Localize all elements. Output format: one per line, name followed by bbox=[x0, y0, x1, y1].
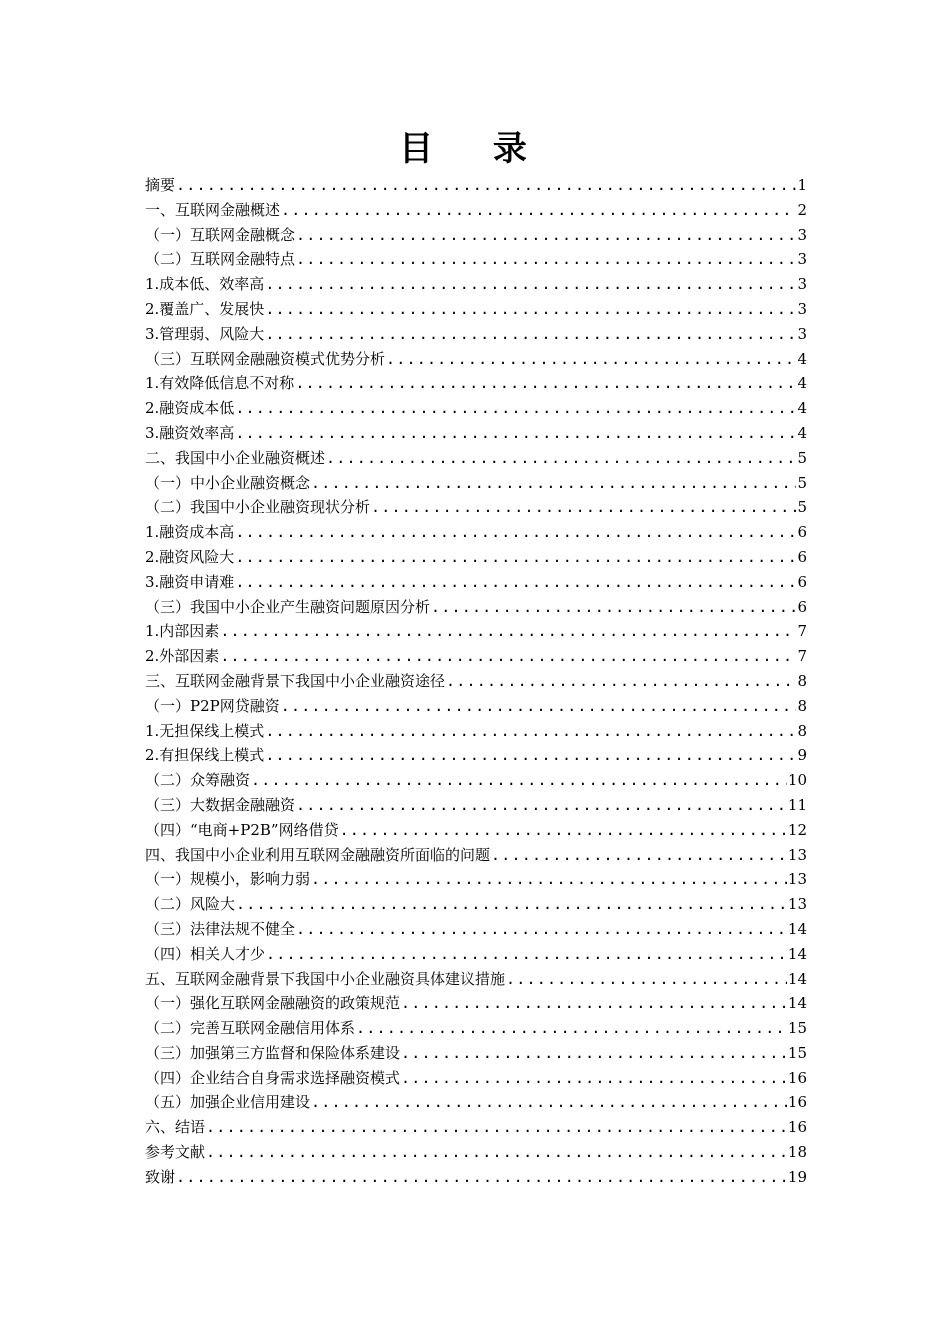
toc-entry-page-number: 6 bbox=[797, 523, 807, 542]
toc-entry-label: 三、互联网金融背景下我国中小企业融资途径 bbox=[145, 671, 446, 690]
toc-entry-page-number: 16 bbox=[787, 1068, 807, 1087]
toc-entry[interactable] bbox=[145, 396, 807, 421]
toc-entry-label: （三）法律法规不健全 bbox=[145, 919, 296, 938]
toc-leader-dots bbox=[446, 669, 796, 694]
toc-leader-dots bbox=[266, 942, 787, 967]
toc-leader-dots bbox=[265, 297, 796, 322]
toc-entry[interactable] bbox=[145, 198, 807, 223]
toc-entry-page-number: 15 bbox=[787, 1019, 807, 1038]
toc-entry[interactable] bbox=[145, 1165, 807, 1190]
toc-leader-dots bbox=[371, 495, 796, 520]
toc-entry-page-number: 1 bbox=[797, 176, 807, 194]
toc-entry-label: （三）我国中小企业产生融资问题原因分析 bbox=[145, 597, 431, 616]
toc-entry-label: （二）风险大 bbox=[145, 895, 236, 914]
toc-leader-dots bbox=[206, 1140, 787, 1165]
table-of-contents bbox=[145, 173, 807, 1190]
toc-entry-label: （四）相关人才少 bbox=[145, 944, 266, 963]
toc-leader-dots bbox=[356, 1016, 787, 1041]
toc-leader-dots bbox=[431, 595, 796, 620]
toc-entry[interactable] bbox=[145, 595, 807, 620]
toc-leader-dots bbox=[296, 917, 787, 942]
toc-entry[interactable] bbox=[145, 446, 807, 471]
toc-leader-dots bbox=[326, 446, 796, 471]
toc-entry-label: 1.融资成本高 bbox=[145, 523, 235, 542]
toc-entry[interactable] bbox=[145, 1140, 807, 1165]
toc-entry-label: （三）加强第三方监督和保险体系建设 bbox=[145, 1043, 401, 1062]
toc-entry-page-number: 2 bbox=[797, 200, 807, 219]
toc-entry-label: （一）互联网金融概念 bbox=[145, 225, 296, 244]
toc-leader-dots bbox=[206, 1115, 787, 1140]
toc-entry[interactable] bbox=[145, 570, 807, 595]
toc-entry[interactable] bbox=[145, 371, 807, 396]
toc-entry-label: （二）互联网金融特点 bbox=[145, 250, 296, 269]
toc-entry-label: 1.成本低、效率高 bbox=[145, 275, 265, 294]
toc-leader-dots bbox=[401, 1066, 787, 1091]
toc-leader-dots bbox=[506, 967, 787, 992]
toc-entry-page-number: 8 bbox=[797, 696, 807, 715]
toc-entry-label: 六、结语 bbox=[145, 1118, 206, 1137]
toc-entry[interactable] bbox=[145, 1066, 807, 1091]
toc-leader-dots bbox=[251, 768, 787, 793]
toc-entry[interactable] bbox=[145, 867, 807, 892]
toc-entry-page-number: 4 bbox=[797, 374, 807, 393]
toc-entry[interactable] bbox=[145, 917, 807, 942]
toc-entry-label: （三）互联网金融融资模式优势分析 bbox=[145, 349, 386, 368]
toc-entry-label: 3.融资申请难 bbox=[145, 572, 235, 591]
toc-entry-label: （五）加强企业信用建设 bbox=[145, 1093, 311, 1112]
toc-entry-page-number: 16 bbox=[787, 1118, 807, 1137]
toc-entry-page-number: 8 bbox=[797, 671, 807, 690]
toc-entry-label: （二）我国中小企业融资现状分析 bbox=[145, 498, 371, 517]
toc-entry-page-number: 4 bbox=[797, 423, 807, 442]
toc-leader-dots bbox=[176, 1165, 787, 1190]
toc-entry[interactable] bbox=[145, 421, 807, 446]
toc-entry-label: （二）完善互联网金融信用体系 bbox=[145, 1019, 356, 1038]
toc-leader-dots bbox=[265, 743, 796, 768]
toc-entry-page-number: 16 bbox=[787, 1093, 807, 1112]
toc-leader-dots bbox=[401, 991, 787, 1016]
toc-entry-label: 3.融资效率高 bbox=[145, 423, 235, 442]
toc-entry[interactable] bbox=[145, 818, 807, 843]
toc-entry-label: （一）中小企业融资概念 bbox=[145, 473, 311, 492]
toc-entry[interactable] bbox=[145, 471, 807, 496]
toc-entry[interactable] bbox=[145, 843, 807, 868]
toc-entry[interactable] bbox=[145, 892, 807, 917]
toc-entry-label: 1.无担保线上模式 bbox=[145, 721, 265, 740]
toc-leader-dots bbox=[401, 1041, 787, 1066]
toc-entry-page-number: 10 bbox=[787, 771, 807, 790]
toc-entry-page-number: 3 bbox=[797, 225, 807, 244]
toc-entry-page-number: 15 bbox=[787, 1043, 807, 1062]
toc-entry-page-number: 3 bbox=[797, 299, 807, 318]
toc-entry[interactable] bbox=[145, 347, 807, 372]
toc-entry-page-number: 14 bbox=[787, 944, 807, 963]
toc-leader-dots bbox=[296, 223, 796, 248]
toc-entry-page-number: 4 bbox=[797, 349, 807, 368]
toc-leader-dots bbox=[235, 570, 796, 595]
toc-entry-page-number: 13 bbox=[787, 870, 807, 889]
toc-entry-label: 2.有担保线上模式 bbox=[145, 746, 265, 765]
toc-leader-dots bbox=[235, 396, 796, 421]
toc-entry-page-number: 7 bbox=[797, 647, 807, 666]
toc-entry[interactable] bbox=[145, 520, 807, 545]
toc-entry[interactable] bbox=[145, 967, 807, 992]
toc-entry-page-number: 4 bbox=[797, 399, 807, 418]
toc-entry-label: 1.有效降低信息不对称 bbox=[145, 374, 295, 393]
toc-leader-dots bbox=[265, 322, 796, 347]
toc-leader-dots bbox=[311, 471, 796, 496]
toc-entry-page-number: 5 bbox=[797, 498, 807, 517]
toc-leader-dots bbox=[236, 892, 787, 917]
toc-entry-label: （一）规模小，影响力弱 bbox=[145, 870, 311, 889]
toc-entry-page-number: 3 bbox=[797, 275, 807, 294]
toc-entry[interactable] bbox=[145, 1115, 807, 1140]
toc-entry-label: 五、互联网金融背景下我国中小企业融资具体建议措施 bbox=[145, 969, 506, 988]
toc-entry[interactable] bbox=[145, 545, 807, 570]
toc-leader-dots bbox=[220, 644, 796, 669]
toc-entry-page-number: 19 bbox=[787, 1167, 807, 1186]
toc-entry[interactable] bbox=[145, 942, 807, 967]
toc-entry-page-number: 7 bbox=[797, 622, 807, 641]
toc-leader-dots bbox=[235, 421, 796, 446]
toc-entry[interactable] bbox=[145, 1016, 807, 1041]
toc-entry-label: （四）企业结合自身需求选择融资模式 bbox=[145, 1068, 401, 1087]
toc-leader-dots bbox=[265, 719, 796, 744]
toc-leader-dots bbox=[281, 198, 796, 223]
toc-entry-label: 四、我国中小企业利用互联网金融融资所面临的问题 bbox=[145, 845, 491, 864]
toc-entry[interactable] bbox=[145, 644, 807, 669]
toc-entry-page-number: 12 bbox=[787, 820, 807, 839]
toc-entry[interactable] bbox=[145, 619, 807, 644]
toc-entry-page-number: 14 bbox=[787, 919, 807, 938]
toc-entry-page-number: 14 bbox=[787, 994, 807, 1013]
toc-leader-dots bbox=[235, 520, 796, 545]
toc-leader-dots bbox=[311, 1090, 787, 1115]
toc-entry-page-number: 6 bbox=[797, 572, 807, 591]
toc-leader-dots bbox=[295, 371, 796, 396]
toc-entry[interactable] bbox=[145, 1041, 807, 1066]
toc-entry-page-number: 3 bbox=[797, 324, 807, 343]
toc-entry-page-number: 3 bbox=[797, 250, 807, 269]
toc-entry-page-number: 11 bbox=[787, 795, 807, 814]
toc-entry[interactable] bbox=[145, 297, 807, 322]
toc-entry-page-number: 6 bbox=[797, 597, 807, 616]
toc-entry[interactable] bbox=[145, 247, 807, 272]
toc-entry-label: 一、互联网金融概述 bbox=[145, 200, 281, 219]
toc-entry[interactable] bbox=[145, 743, 807, 768]
toc-entry[interactable] bbox=[145, 768, 807, 793]
toc-entry[interactable] bbox=[145, 223, 807, 248]
toc-entry[interactable] bbox=[145, 173, 807, 198]
toc-entry-page-number: 8 bbox=[797, 721, 807, 740]
toc-entry-label: 2.融资风险大 bbox=[145, 547, 235, 566]
toc-entry-label: 摘要 bbox=[145, 176, 176, 194]
toc-entry-label: （二）众筹融资 bbox=[145, 771, 251, 790]
toc-entry-page-number: 18 bbox=[787, 1143, 807, 1162]
toc-entry[interactable] bbox=[145, 694, 807, 719]
toc-entry[interactable] bbox=[145, 1090, 807, 1115]
toc-entry-label: （一）P2P网贷融资 bbox=[145, 696, 280, 715]
toc-entry[interactable] bbox=[145, 669, 807, 694]
toc-entry-label: 2.外部因素 bbox=[145, 647, 220, 666]
toc-entry-label: （一）强化互联网金融融资的政策规范 bbox=[145, 994, 401, 1013]
toc-leader-dots bbox=[311, 867, 787, 892]
toc-entry-label: （三）大数据金融融资 bbox=[145, 795, 296, 814]
toc-entry[interactable] bbox=[145, 495, 807, 520]
toc-entry[interactable] bbox=[145, 719, 807, 744]
toc-entry[interactable] bbox=[145, 793, 807, 818]
toc-leader-dots bbox=[340, 818, 787, 843]
toc-entry[interactable] bbox=[145, 991, 807, 1016]
toc-leader-dots bbox=[386, 347, 796, 372]
toc-entry-page-number: 6 bbox=[797, 547, 807, 566]
toc-entry-page-number: 14 bbox=[787, 969, 807, 988]
toc-leader-dots bbox=[235, 545, 796, 570]
toc-entry-page-number: 13 bbox=[787, 895, 807, 914]
toc-leader-dots bbox=[265, 272, 796, 297]
toc-entry-label: 参考文献 bbox=[145, 1143, 206, 1162]
toc-entry-label: 2.覆盖广、发展快 bbox=[145, 299, 265, 318]
toc-entry[interactable] bbox=[145, 272, 807, 297]
toc-leader-dots bbox=[491, 843, 787, 868]
toc-entry-page-number: 5 bbox=[797, 448, 807, 467]
toc-entry[interactable] bbox=[145, 322, 807, 347]
toc-entry-label: 致谢 bbox=[145, 1167, 176, 1186]
toc-leader-dots bbox=[296, 247, 796, 272]
toc-entry-page-number: 13 bbox=[787, 845, 807, 864]
toc-leader-dots bbox=[220, 619, 796, 644]
toc-entry-label: 二、我国中小企业融资概述 bbox=[145, 448, 326, 467]
toc-entry-label: 2.融资成本低 bbox=[145, 399, 235, 418]
toc-entry-label: 3.管理弱、风险大 bbox=[145, 324, 265, 343]
toc-entry-page-number: 5 bbox=[797, 473, 807, 492]
toc-entry-label: 1.内部因素 bbox=[145, 622, 220, 641]
page-title: 目 录 bbox=[399, 129, 551, 169]
toc-leader-dots bbox=[176, 173, 796, 198]
toc-entry-label: （四）“电商+P2B”网络借贷 bbox=[145, 820, 339, 839]
toc-leader-dots bbox=[296, 793, 787, 818]
toc-leader-dots bbox=[281, 694, 797, 719]
toc-entry-page-number: 9 bbox=[797, 746, 807, 765]
